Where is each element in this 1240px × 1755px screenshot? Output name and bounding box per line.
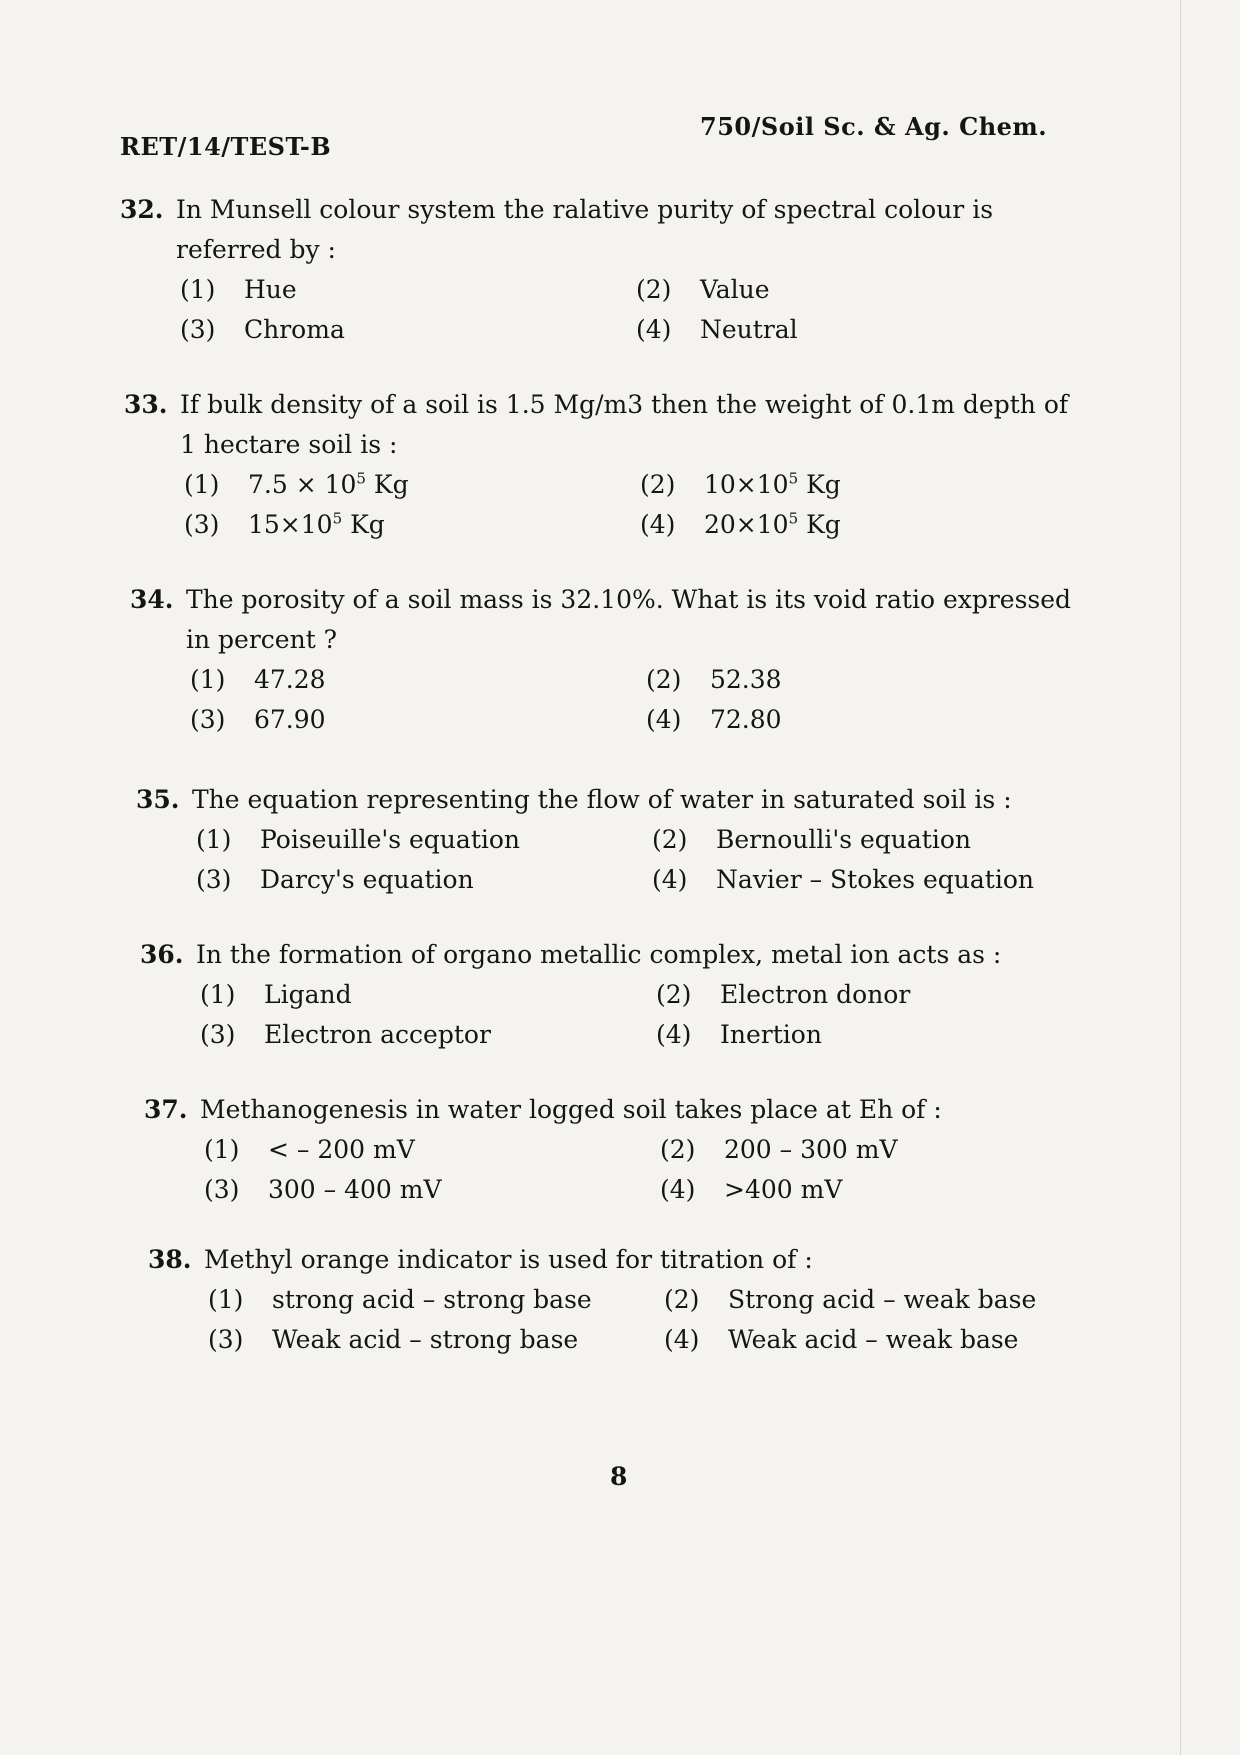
question-38 [148,1240,1108,1360]
page-number: 8 [610,1462,628,1491]
option-4: (4) Inertion [656,1020,822,1049]
option-1: (1) Hue [180,275,297,304]
question-stem: Methanogenesis in water logged soil takes place at Eh of : [200,1095,942,1124]
option-3: (3) $15\times 10^5$ Kg [184,509,385,539]
question-number: 36. [140,940,184,969]
option-3: (3) 67.90 [190,705,326,734]
question-number: 35. [136,785,180,814]
option-4: (4) Navier – Stokes equation [652,865,1034,894]
option-2: (2) Bernoulli's equation [652,825,972,854]
option-2: (2) Strong acid – weak base [664,1285,1037,1314]
option-3: (3) Electron acceptor [200,1020,491,1049]
question-number: 33. [124,390,168,419]
option-1: (1) $7.5 \times 10^5$ Kg [184,469,409,499]
question-34 [130,580,1090,740]
option-3: (3) Weak acid – strong base [208,1325,579,1354]
question-stem: Methyl orange indicator is used for titration of : [204,1245,813,1274]
option-1: (1) < – 200 mV [204,1135,415,1164]
question-35 [136,780,1096,900]
option-3: (3) Chroma [180,315,345,344]
option-4: (4) Neutral [636,315,798,344]
question-stem: In Munsell colour system the ralative purity of spectral colour is referred by : [176,195,994,264]
question-number: 37. [144,1095,188,1124]
question-number: 38. [148,1245,192,1274]
question-number: 34. [130,585,174,614]
option-4: (4) Weak acid – weak base [664,1325,1019,1354]
option-4: (4) $20\times 10^5$ Kg [640,509,841,539]
option-3: (3) 300 – 400 mV [204,1175,442,1204]
question-36 [140,935,1100,1055]
header-subject: 750/Soil Sc. & Ag. Chem. [700,112,1048,141]
option-4: (4) >400 mV [660,1175,843,1204]
option-1: (1) Poiseuille's equation [196,825,521,854]
question-stem: If bulk density of a soil is 1.5 Mg/m3 then the weight of 0.1m depth of 1 hectare soil is : [180,390,1069,459]
option-2: (2) Electron donor [656,980,911,1009]
scan-edge-line [1180,0,1181,1755]
header-code: RET/14/TEST-B [120,132,332,161]
question-stem: The equation representing the flow of water in saturated soil is : [192,785,1012,814]
question-37 [144,1090,1104,1210]
option-2: (2) 52.38 [646,665,782,694]
option-1: (1) strong acid – strong base [208,1285,592,1314]
option-4: (4) 72.80 [646,705,782,734]
question-stem: The porosity of a soil mass is 32.10%. What is its void ratio expressed in percent ? [186,585,1072,654]
option-3: (3) Darcy's equation [196,865,474,894]
option-2: (2) Value [636,275,770,304]
option-1: (1) 47.28 [190,665,326,694]
question-33 [124,385,1084,545]
question-stem: In the formation of organo metallic complex, metal ion acts as : [196,940,1002,969]
option-2: (2) 200 – 300 mV [660,1135,898,1164]
option-2: (2) $10\times 10^5$ Kg [640,469,841,499]
option-1: (1) Ligand [200,980,352,1009]
question-32 [120,190,1080,350]
question-number: 32. [120,195,164,224]
